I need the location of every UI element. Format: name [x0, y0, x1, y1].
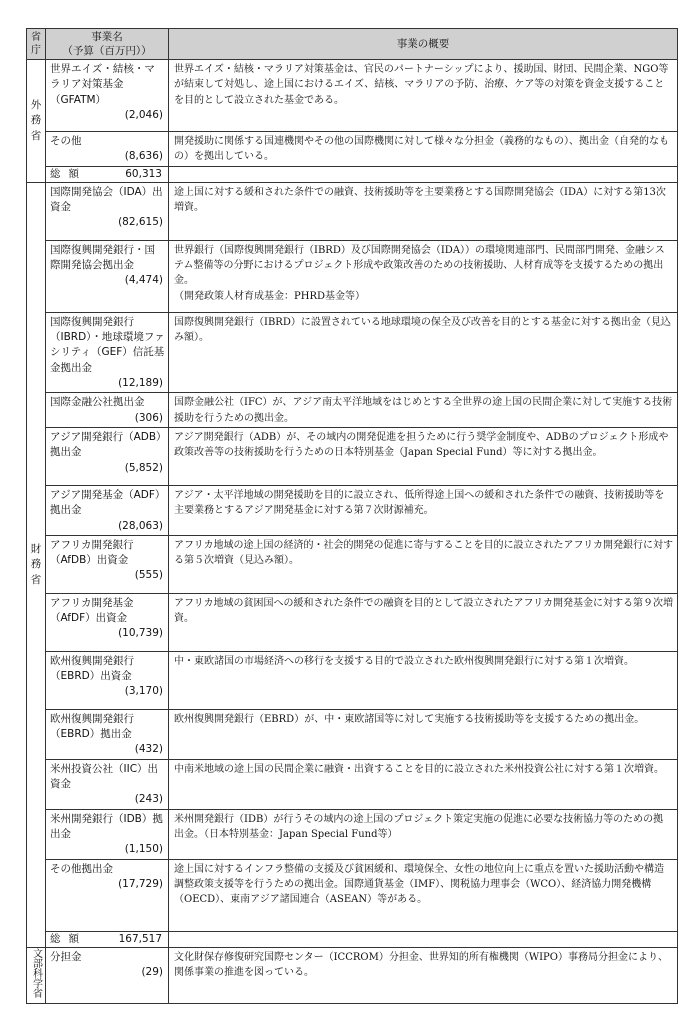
- project-summary-cell: [169, 427, 678, 485]
- project-summary: アジア開発銀行（ADB）が、その域内の開発促進を担うために行う奨学金制度や、ADBのプロジェクト形成や政策改善等の技術援助を行うための日本特別基金（Japan Special Fund）等に対する拠出金。: [174, 431, 669, 459]
- project-summary-cell: [169, 312, 678, 392]
- project-budget: (17,729): [118, 877, 163, 890]
- project-summary: 開発援助に関係する国連機関やその他の国際機関に対して様々な分担金（義務的なもの）、拠出金（自発的なもの）を拠出している。: [174, 136, 669, 163]
- project-name-cell: [46, 240, 169, 312]
- project-summary: 中・東欧諸国の市場経済への移行を支援する目的で設立された欧州復興開発銀行に対する第１次増資。: [174, 655, 634, 667]
- project-name-cell: [46, 427, 169, 485]
- project-name-cell: [46, 393, 169, 428]
- header-name-line2: （予算（百万円））: [62, 45, 152, 57]
- project-name-cell: [46, 709, 169, 759]
- project-budget: (82,615): [118, 216, 163, 229]
- total-amount: 167,517: [118, 932, 162, 945]
- project-name-cell: [46, 60, 169, 132]
- total-cell: [46, 931, 169, 947]
- total-label: 総額: [50, 932, 87, 945]
- table-row: [27, 393, 678, 428]
- table-row: [27, 427, 678, 485]
- project-name-cell: [46, 651, 169, 709]
- project-summary: 世界銀行（国際復興開発銀行（IBRD）及び国際開発協会（IDA））の環境関連部門、民間部門開発、金融システム整備等の分野におけるプロジェクト形成や政策改善のための技術援助、人材育成等を支援するための拠出金。: [174, 244, 665, 287]
- project-name-cell: [46, 535, 169, 593]
- project-name: アジア開発銀行（ADB）拠出金: [50, 430, 162, 459]
- table-row: [27, 759, 678, 809]
- ministry-label: 文部科学省: [30, 947, 42, 998]
- project-summary-cell: [169, 759, 678, 809]
- project-summary-cell: [169, 651, 678, 709]
- project-summary-cell: [169, 947, 678, 1003]
- header-ministry: 省庁: [27, 29, 46, 60]
- ministry-char: 務: [30, 558, 42, 571]
- project-name: 米州投資公社（IIC）出資金: [50, 762, 159, 791]
- project-summary-cell: [169, 859, 678, 931]
- total-empty-cell: [169, 166, 678, 182]
- project-summary: 国際金融公社（IFC）が、アジア南太平洋地域をはじめとする全世界の途上国の民間企業に対して実施する技術援助を行うための拠出金。: [174, 397, 673, 424]
- project-budget: (432): [134, 743, 163, 756]
- project-budget: (29): [141, 966, 163, 979]
- project-summary: 米州開発銀行（IDB）が行うその域内の途上国のプロジェクト策定実施の促進に必要な技術協力等のための拠出金。（日本特別基金：Japan Special Fund等）: [174, 813, 664, 840]
- table-row: [27, 132, 678, 167]
- project-summary-cell: [169, 809, 678, 859]
- project-budget: (306): [134, 411, 163, 424]
- project-summary: アフリカ地域の途上国の経済的・社会的開発の促進に寄与することを目的に設立されたアフリカ開発銀行に対する第５次増資（見込み額）。: [174, 539, 673, 567]
- project-name: その他拠出金: [50, 862, 113, 875]
- project-name-cell: [46, 947, 169, 1003]
- project-name-cell: [46, 132, 169, 167]
- project-name-cell: [46, 593, 169, 651]
- project-budget: (243): [134, 793, 163, 806]
- ministry-char: 財: [30, 542, 42, 555]
- project-name: 欧州復興開発銀行（EBRD）出資金: [50, 654, 134, 683]
- table-row: [27, 182, 678, 240]
- project-name: 米州開発銀行（IDB）拠出金: [50, 812, 163, 840]
- project-budget: (4,474): [124, 274, 163, 287]
- table-row: [27, 60, 678, 132]
- header-row: [27, 29, 678, 60]
- project-name: アフリカ開発銀行（AfDB）出資金: [50, 538, 134, 567]
- project-name: 国際金融公社拠出金: [50, 396, 145, 409]
- project-name-cell: [46, 809, 169, 859]
- project-name-cell: [46, 485, 169, 535]
- project-budget: (555): [134, 569, 163, 582]
- project-summary-cell: [169, 240, 678, 312]
- project-summary-cell: [169, 485, 678, 535]
- table-body: [27, 60, 678, 1004]
- project-summary-cell: [169, 393, 678, 428]
- table-row: [27, 947, 678, 1003]
- project-summary-cell: [169, 709, 678, 759]
- project-summary: 中南米地域の途上国の民間企業に融資・出資することを目的に設立された米州投資公社に対する第１次増資。: [174, 763, 664, 775]
- ministry-char: 務: [30, 114, 42, 127]
- total-amount: 60,313: [125, 167, 162, 180]
- project-summary-cell: [169, 535, 678, 593]
- table-row: [27, 593, 678, 651]
- total-empty-cell: [169, 931, 678, 947]
- project-name: アフリカ開発基金（AfDF）出資金: [50, 596, 134, 625]
- project-name: その他: [50, 135, 82, 147]
- project-summary-note: （開発政策人材育成基金：PHRD基金等）: [174, 290, 365, 302]
- table-row: [27, 651, 678, 709]
- table-row: [27, 809, 678, 859]
- ministry-gaimu: [27, 60, 46, 183]
- ministry-char: 省: [30, 129, 42, 142]
- project-summary: アフリカ地域の貧困国への緩和された条件での融資を目的として設立されたアフリカ開発基金に対する第９次増資。: [174, 597, 673, 625]
- project-name: アジア開発基金（ADF）拠出金: [50, 488, 161, 517]
- table-row: [27, 240, 678, 312]
- project-budget: (1,150): [124, 843, 163, 856]
- project-summary: 途上国に対するインフラ整備の支援及び貧困緩和、環境保全、女性の地位向上に重点を置いた援助活動や構造調整政策支援等を行うための拠出金。国際通貨基金（IMF）、関税協力理事会（WCO）、経済協力開発機構（OECD）、東南アジア諸国連合（ASEAN）等がある。: [174, 863, 664, 906]
- table-row: [27, 535, 678, 593]
- project-summary: 欧州復興開発銀行（EBRD）が、中・東欧諸国等に対して実施する技術援助等を支援するための拠出金。: [174, 713, 645, 725]
- project-summary: 世界エイズ・結核・マラリア対策基金は、官民のパートナーシップにより、援助国、財団、民間企業、NGO等が結束して対処し、途上国におけるエイズ、結核、マラリアの予防、治療、ケア等の対策を資金支援することを目的として設立された基金である。: [174, 64, 669, 106]
- ministry-char: 省: [30, 573, 42, 586]
- project-budget: (3,170): [124, 685, 163, 698]
- project-summary: アジア・太平洋地域の開発援助を目的に設立され、低所得途上国への緩和された条件での融資、技術援助等を主要業務とするアジア開発基金に対する第７次財源補充。: [174, 489, 665, 517]
- project-budget: (12,189): [118, 377, 163, 390]
- project-name: 世界エイズ・結核・マラリア対策基金（GFATM）: [50, 63, 155, 106]
- header-summary: 事業の概要: [169, 29, 678, 60]
- project-name: 国際復興開発銀行（IBRD）・地球環境ファシリティ（GEF）信託基金拠出金: [50, 315, 165, 374]
- ministry-monka: [27, 947, 46, 1003]
- project-budget: (5,852): [124, 461, 163, 474]
- ministry-zaimu: [27, 182, 46, 947]
- project-name-cell: [46, 182, 169, 240]
- project-budget: (8,636): [124, 150, 163, 163]
- project-name-cell: [46, 859, 169, 931]
- project-summary: 国際復興開発銀行（IBRD）に設置されている地球環境の保全及び改善を目的とする基金に対する拠出金（見込み額）。: [174, 316, 671, 344]
- table-row: [27, 485, 678, 535]
- header-name-line1: 事業名: [91, 31, 123, 43]
- table-row: [27, 859, 678, 931]
- total-label: 総額: [50, 167, 87, 180]
- project-name-cell: [46, 759, 169, 809]
- project-name: 分担金: [50, 950, 82, 963]
- project-summary: 文化財保存修復研究国際センター（ICCROM）分担金、世界知的所有権機関（WIPO）事務局分担金により、関係事業の推進を図っている。: [174, 951, 668, 979]
- project-name: 国際復興開発銀行・国際開発協会拠出金: [50, 243, 155, 272]
- project-name: 欧州復興開発銀行（EBRD）拠出金: [50, 712, 134, 741]
- table-row: [27, 312, 678, 392]
- total-cell: [46, 166, 169, 182]
- project-budget: (10,739): [118, 627, 163, 640]
- ministry-char: 外: [30, 99, 42, 111]
- project-budget: (2,046): [124, 108, 163, 121]
- oda-budget-table: [26, 28, 678, 1004]
- table-row: [27, 709, 678, 759]
- project-summary-cell: [169, 132, 678, 167]
- project-summary: 途上国に対する緩和された条件での融資、技術援助等を主要業務とする国際開発協会（IDA）に対する第13次増資。: [174, 186, 666, 214]
- project-name: 国際開発協会（IDA）出資金: [50, 185, 163, 214]
- project-name-cell: [46, 312, 169, 392]
- project-summary-cell: [169, 182, 678, 240]
- total-row: [27, 931, 678, 947]
- project-summary-cell: [169, 60, 678, 132]
- total-row: [27, 166, 678, 182]
- header-name: [46, 29, 169, 60]
- project-summary-cell: [169, 593, 678, 651]
- project-budget: (28,063): [118, 519, 163, 532]
